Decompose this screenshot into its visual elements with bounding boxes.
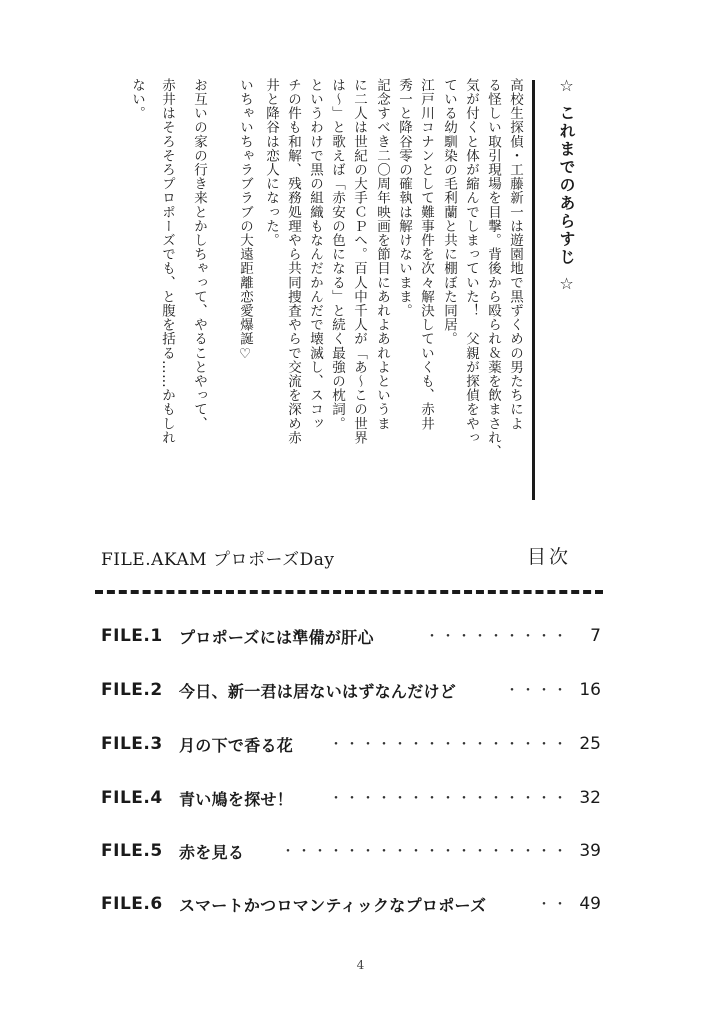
toc-file-number: FILE.6 <box>101 894 163 914</box>
toc-leader: ・・・・・・・・・・・・・・・ <box>329 791 569 807</box>
toc-entry <box>101 730 601 758</box>
summary-divider <box>532 80 535 500</box>
toc-title: 今日、新一君は居ないはずなんだけど <box>179 681 457 701</box>
toc-page-number: 16 <box>579 680 601 700</box>
page-number: 4 <box>356 958 365 972</box>
toc-dashed-divider <box>95 590 603 594</box>
toc-file-number: FILE.1 <box>101 626 163 646</box>
toc-entry <box>101 622 601 650</box>
summary-line: 江戸川コナンとして難事件を次々解決していくも、赤井 <box>418 78 434 431</box>
summary-line: る怪しい取引現場を目撃。背後から殴られ＆薬を飲まされ、 <box>485 78 501 459</box>
toc-label: 目次 <box>527 546 572 568</box>
summary-line: 赤井はそろそろプロポーズでも、と腹を括る……かもしれ <box>159 78 175 445</box>
toc-page-number: 39 <box>579 841 601 861</box>
toc-entry <box>101 676 601 704</box>
toc-file-number: FILE.2 <box>101 680 163 700</box>
toc-page-number: 49 <box>579 894 601 914</box>
toc-page-number: 25 <box>579 734 601 754</box>
summary-line: ている幼馴染の毛利蘭と共に棚ぼた同居。 <box>441 78 457 346</box>
summary-line: チの件も和解、残務処理やら共同捜査やらで交流を深め赤 <box>285 78 301 445</box>
summary-line: ない。 <box>129 78 145 121</box>
toc-leader: ・・・・・・・・・ <box>425 629 569 645</box>
summary-line: お互いの家の行き来とかしちゃって、やることやって、 <box>191 78 207 431</box>
toc-title: スマートかつロマンティックなプロポーズ <box>179 895 487 915</box>
summary-line: 秀一と降谷零の確執は解けないまま。 <box>396 78 412 318</box>
summary-line: 記念すべき二〇周年映画を節目にあれよあれよというま <box>374 78 390 431</box>
toc-leader: ・・・・・・・・・・・・・・・・・・ <box>281 844 569 860</box>
toc-page-number: 7 <box>590 626 601 646</box>
summary-line: 高校生探偵・工藤新一は遊園地で黒ずくめの男たちによ <box>507 78 523 431</box>
summary-line: に二人は世紀の大手ＣＰへ。百人中千人が「あ〜この世界 <box>351 78 367 445</box>
toc-entry <box>101 837 601 865</box>
toc-file-number: FILE.5 <box>101 841 163 861</box>
toc-leader: ・・・・ <box>505 683 569 699</box>
summary-line: 井と降谷は恋人になった。 <box>263 78 279 248</box>
summary-line: いちゃいちゃラブラブの大遠距離恋愛爆誕♡ <box>237 78 253 363</box>
toc-entry <box>101 784 601 812</box>
toc-title: プロポーズには準備が肝心 <box>179 627 374 647</box>
toc-leader: ・・・・・・・・・・・・・・・ <box>329 737 569 753</box>
book-title: FILE.AKAM プロポーズDay <box>101 550 335 570</box>
summary-line: 気が付くと体が縮んでしまっていた！ 父親が探偵をやっ <box>463 78 479 445</box>
summary-line: は〜」と歌えば「赤安の色になる」と続く最強の枕詞。 <box>329 78 345 431</box>
toc-title: 青い鳩を探せ！ <box>179 789 294 809</box>
toc-entry <box>101 890 601 918</box>
toc-title: 月の下で香る花 <box>179 735 294 755</box>
toc-page-number: 32 <box>579 788 601 808</box>
toc-leader: ・・ <box>537 897 569 913</box>
toc-title: 赤を見る <box>179 842 245 862</box>
toc-file-number: FILE.3 <box>101 734 163 754</box>
summary-heading: ☆ これまでのあらすじ ☆ <box>557 76 576 296</box>
toc-file-number: FILE.4 <box>101 788 163 808</box>
summary-line: というわけで黒の組織もなんだかんだで壊滅し、スコッ <box>307 78 323 431</box>
